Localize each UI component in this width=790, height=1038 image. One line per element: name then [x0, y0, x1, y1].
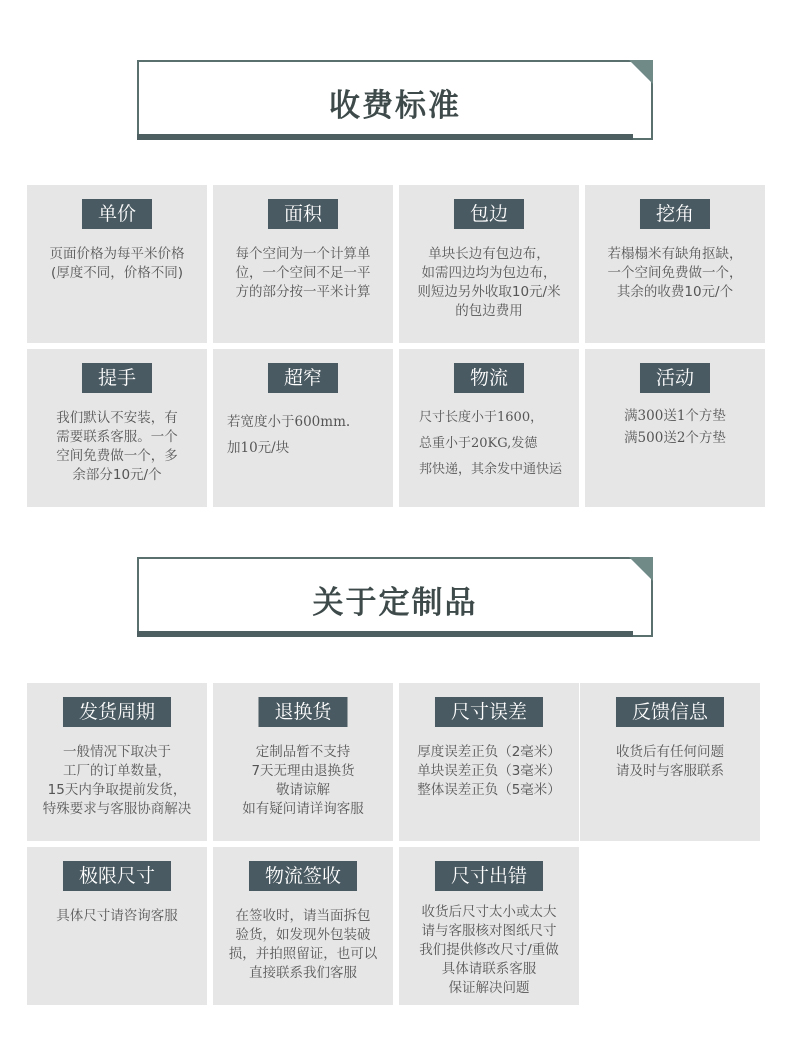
card-unit-price [27, 185, 207, 343]
card-text: 在签收时，请当面拆包 验货，如发现外包装破 损，并拍照留证，也可以 直接联系我们客服 [228, 908, 378, 981]
card-text: 每个空间为一个计算单 位，一个空间不足一平 方的部分按一平米计算 [235, 246, 371, 300]
card-text: 单块长边有包边布， 如需四边均为包边布， 则短边另外收取10元/米 的包边费用 [417, 246, 561, 319]
card-delivery-cycle [27, 683, 207, 841]
card-tag: 超窄 [268, 363, 338, 393]
card-handle [27, 349, 207, 507]
card-delivery-signoff [213, 847, 393, 1005]
section2-banner [137, 557, 653, 637]
card-tag: 尺寸出错 [435, 861, 543, 891]
card-corner-cut [585, 185, 765, 343]
card-text: 若宽度小于600mm. 加10元/块 [227, 414, 351, 456]
card-tag: 挖角 [640, 199, 710, 229]
card-tag: 面积 [268, 199, 338, 229]
card-tag: 单价 [82, 199, 152, 229]
card-size-tolerance [399, 683, 579, 841]
card-tag: 活动 [640, 363, 710, 393]
card-text: 收货后尺寸太小或太大 请与客服核对图纸尺寸 我们提供修改尺寸/重做 具体请联系客服 保证解决问题 [419, 904, 559, 996]
card-feedback [580, 683, 760, 841]
card-narrow [213, 349, 393, 507]
card-tag: 提手 [82, 363, 152, 393]
card-logistics [399, 349, 579, 507]
card-text: 尺寸长度小于1600， 总重小于20KG,发德 邦快递，其余发中通快运 [419, 410, 563, 477]
card-text: 收货后有任何问题 请及时与客服联系 [616, 744, 724, 779]
card-tag: 极限尺寸 [63, 861, 171, 891]
card-text: 厚度误差正负（2毫米） 单块误差正负（3毫米） 整体误差正负（5毫米） [417, 744, 561, 798]
card-returns [213, 683, 393, 841]
card-tag: 尺寸误差 [435, 697, 543, 727]
section2-title: 关于定制品 [312, 585, 478, 621]
card-text: 若榻榻米有缺角抠缺， 一个空间免费做一个， 其余的收费10元/个 [607, 246, 743, 300]
card-text: 我们默认不安装，有 需要联系客服。一个 空间免费做一个，多 余部分10元/个 [56, 410, 178, 483]
card-promotion [585, 349, 765, 507]
banner-underline [137, 631, 633, 637]
card-size-error [399, 847, 579, 1005]
card-text: 满300送1个方垫 满500送2个方垫 [624, 408, 726, 446]
card-tag: 退换货 [258, 697, 347, 727]
card-text: 具体尺寸请咨询客服 [56, 908, 178, 924]
card-tag: 发货周期 [63, 697, 171, 727]
card-size-limit [27, 847, 207, 1005]
card-tag: 包边 [454, 199, 524, 229]
card-text: 一般情况下取决于 工厂的订单数量， 15天内争取提前发货， 特殊要求与客服协商解决 [42, 744, 192, 817]
card-tag: 物流签收 [249, 861, 357, 891]
card-area [213, 185, 393, 343]
card-text: 页面价格为每平米价格 (厚度不同，价格不同) [49, 246, 185, 281]
section1-title: 收费标准 [329, 88, 461, 124]
section1-banner [137, 60, 653, 140]
card-tag: 反馈信息 [616, 697, 724, 727]
card-edging [399, 185, 579, 343]
card-tag: 物流 [454, 363, 524, 393]
card-text: 定制品暂不支持 7天无理由退换货 敬请谅解 如有疑问请详询客服 [242, 744, 364, 817]
banner-underline [137, 134, 633, 140]
